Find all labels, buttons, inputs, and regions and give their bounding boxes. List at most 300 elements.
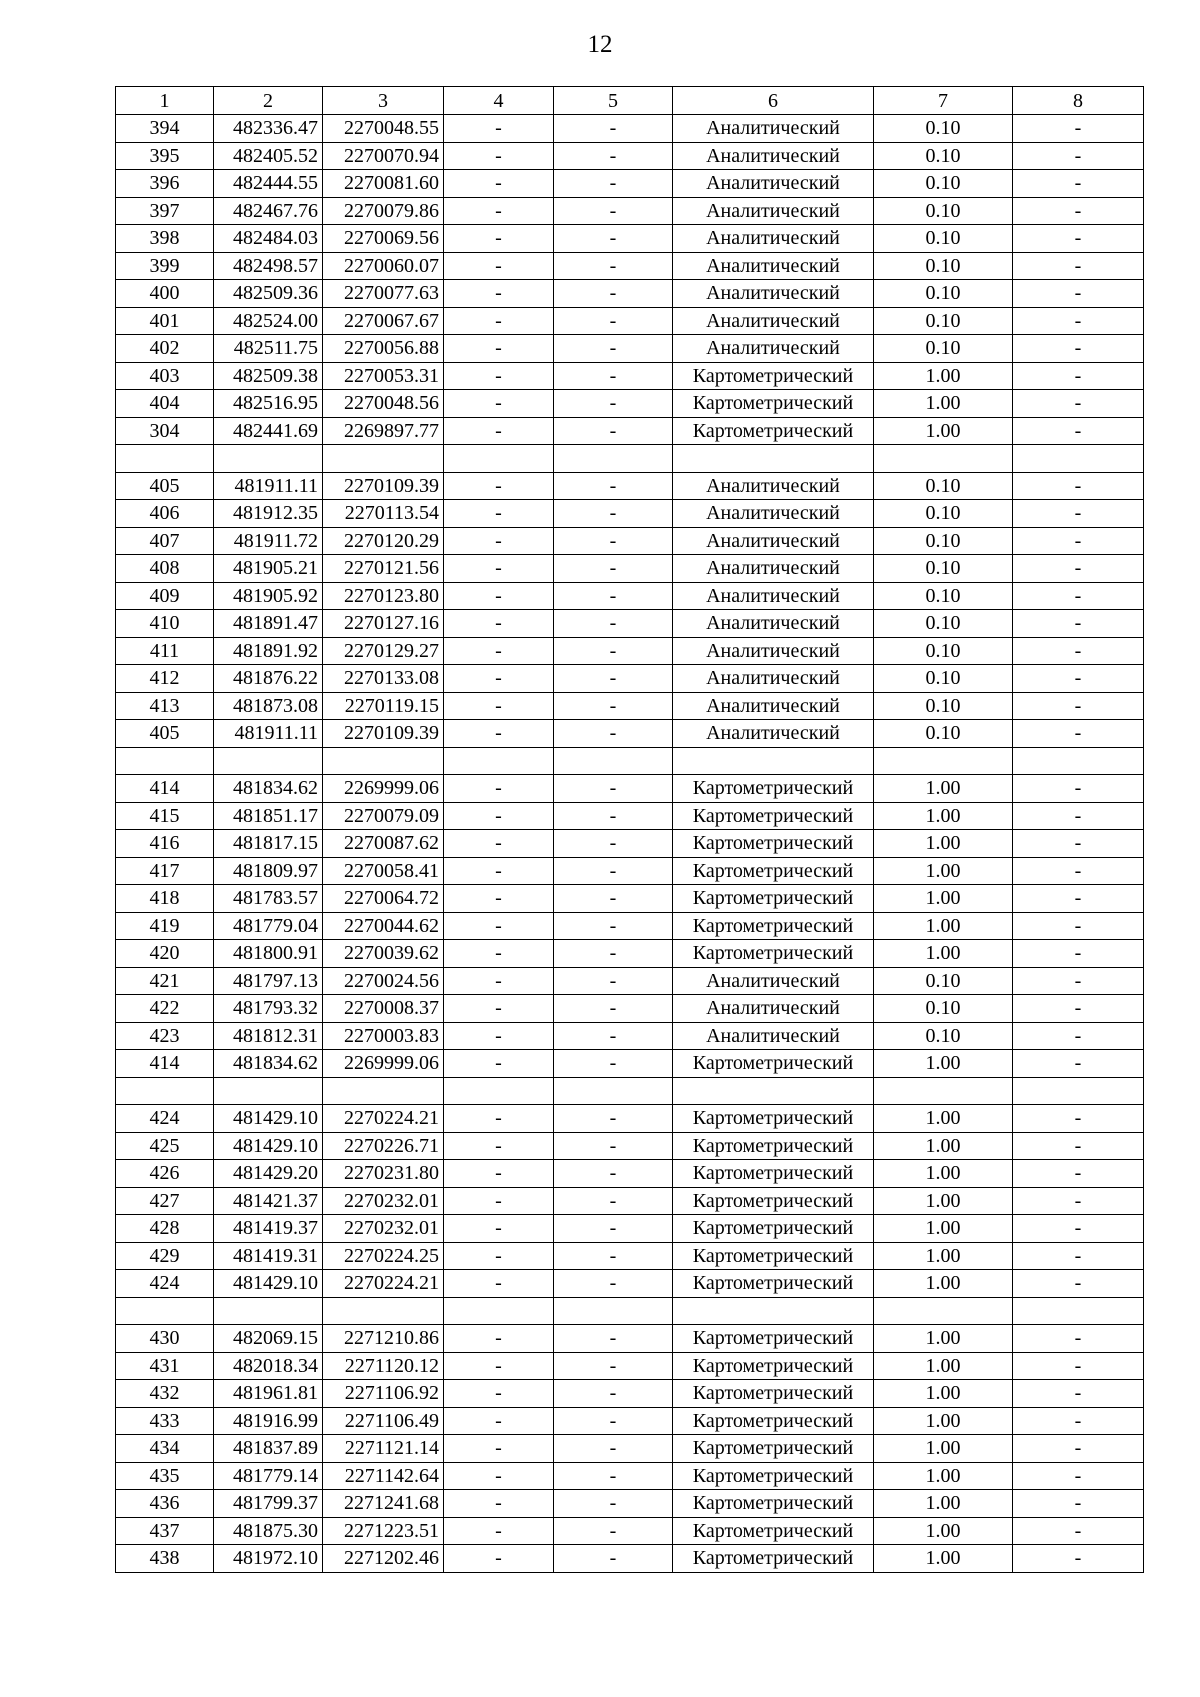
method-cell: Картометрический — [673, 830, 874, 858]
column-4-cell — [444, 445, 554, 473]
table-row — [116, 775, 1144, 803]
column-5-cell — [554, 445, 673, 473]
column-header: 8 — [1013, 87, 1144, 115]
point-number-cell: 434 — [116, 1435, 214, 1463]
column-4-cell: - — [444, 1435, 554, 1463]
x-coordinate-cell: 481912.35 — [214, 500, 323, 528]
column-8-cell: - — [1013, 1132, 1144, 1160]
column-4-cell: - — [444, 857, 554, 885]
x-coordinate-cell: 481891.47 — [214, 610, 323, 638]
accuracy-cell: 1.00 — [874, 1435, 1013, 1463]
table-row — [116, 1407, 1144, 1435]
y-coordinate-cell: 2271106.49 — [323, 1407, 444, 1435]
point-number-cell: 407 — [116, 527, 214, 555]
accuracy-cell: 1.00 — [874, 1545, 1013, 1573]
column-5-cell: - — [554, 1242, 673, 1270]
column-8-cell — [1013, 1077, 1144, 1105]
point-number-cell: 436 — [116, 1490, 214, 1518]
point-number-cell: 396 — [116, 170, 214, 198]
x-coordinate-cell: 482467.76 — [214, 197, 323, 225]
column-5-cell: - — [554, 1132, 673, 1160]
x-coordinate-cell: 481783.57 — [214, 885, 323, 913]
point-number-cell: 430 — [116, 1325, 214, 1353]
accuracy-cell: 1.00 — [874, 1270, 1013, 1298]
column-4-cell: - — [444, 1160, 554, 1188]
point-number-cell: 420 — [116, 940, 214, 968]
table-row — [116, 857, 1144, 885]
column-8-cell: - — [1013, 527, 1144, 555]
accuracy-cell: 0.10 — [874, 967, 1013, 995]
method-cell: Картометрический — [673, 1380, 874, 1408]
accuracy-cell: 0.10 — [874, 197, 1013, 225]
table-row — [116, 362, 1144, 390]
column-header: 2 — [214, 87, 323, 115]
point-number-cell: 411 — [116, 637, 214, 665]
y-coordinate-cell: 2270003.83 — [323, 1022, 444, 1050]
column-8-cell: - — [1013, 1022, 1144, 1050]
point-number-cell: 414 — [116, 1050, 214, 1078]
accuracy-cell: 0.10 — [874, 115, 1013, 143]
x-coordinate-cell: 481793.32 — [214, 995, 323, 1023]
x-coordinate-cell: 481876.22 — [214, 665, 323, 693]
table-row — [116, 197, 1144, 225]
method-cell: Картометрический — [673, 1105, 874, 1133]
y-coordinate-cell: 2270053.31 — [323, 362, 444, 390]
column-8-cell — [1013, 747, 1144, 775]
column-8-cell: - — [1013, 665, 1144, 693]
column-5-cell — [554, 747, 673, 775]
method-cell: Аналитический — [673, 115, 874, 143]
y-coordinate-cell: 2270079.09 — [323, 802, 444, 830]
x-coordinate-cell: 481905.21 — [214, 555, 323, 583]
column-4-cell: - — [444, 500, 554, 528]
column-4-cell: - — [444, 142, 554, 170]
method-cell: Картометрический — [673, 1545, 874, 1573]
point-number-cell: 416 — [116, 830, 214, 858]
table-row — [116, 912, 1144, 940]
y-coordinate-cell: 2270129.27 — [323, 637, 444, 665]
point-number-cell: 415 — [116, 802, 214, 830]
column-8-cell: - — [1013, 142, 1144, 170]
x-coordinate-cell: 481911.11 — [214, 472, 323, 500]
x-coordinate-cell — [214, 1077, 323, 1105]
accuracy-cell: 0.10 — [874, 252, 1013, 280]
accuracy-cell: 0.10 — [874, 335, 1013, 363]
column-8-cell: - — [1013, 912, 1144, 940]
y-coordinate-cell — [323, 747, 444, 775]
table-separator-row — [116, 747, 1144, 775]
point-number-cell: 431 — [116, 1352, 214, 1380]
method-cell: Картометрический — [673, 775, 874, 803]
column-5-cell: - — [554, 610, 673, 638]
method-cell: Аналитический — [673, 995, 874, 1023]
x-coordinate-cell: 481799.37 — [214, 1490, 323, 1518]
column-5-cell: - — [554, 692, 673, 720]
method-cell — [673, 1077, 874, 1105]
point-number-cell: 425 — [116, 1132, 214, 1160]
y-coordinate-cell: 2271142.64 — [323, 1462, 444, 1490]
table-row — [116, 1517, 1144, 1545]
column-4-cell: - — [444, 555, 554, 583]
column-8-cell: - — [1013, 115, 1144, 143]
column-4-cell: - — [444, 115, 554, 143]
x-coordinate-cell: 481817.15 — [214, 830, 323, 858]
point-number-cell — [116, 1297, 214, 1325]
accuracy-cell: 0.10 — [874, 720, 1013, 748]
y-coordinate-cell: 2270127.16 — [323, 610, 444, 638]
column-4-cell: - — [444, 170, 554, 198]
accuracy-cell: 1.00 — [874, 1215, 1013, 1243]
column-8-cell: - — [1013, 692, 1144, 720]
point-number-cell: 419 — [116, 912, 214, 940]
point-number-cell: 304 — [116, 417, 214, 445]
column-4-cell: - — [444, 307, 554, 335]
column-5-cell: - — [554, 830, 673, 858]
x-coordinate-cell: 482509.36 — [214, 280, 323, 308]
column-4-cell: - — [444, 1380, 554, 1408]
table-row — [116, 1462, 1144, 1490]
point-number-cell: 424 — [116, 1105, 214, 1133]
column-8-cell: - — [1013, 1380, 1144, 1408]
y-coordinate-cell: 2270113.54 — [323, 500, 444, 528]
table-row — [116, 940, 1144, 968]
point-number-cell: 412 — [116, 665, 214, 693]
x-coordinate-cell: 482336.47 — [214, 115, 323, 143]
x-coordinate-cell: 481834.62 — [214, 775, 323, 803]
column-5-cell: - — [554, 885, 673, 913]
column-4-cell: - — [444, 225, 554, 253]
table-row — [116, 1352, 1144, 1380]
column-8-cell: - — [1013, 582, 1144, 610]
method-cell: Картометрический — [673, 390, 874, 418]
column-4-cell: - — [444, 1187, 554, 1215]
point-number-cell: 418 — [116, 885, 214, 913]
column-4-cell: - — [444, 885, 554, 913]
point-number-cell: 424 — [116, 1270, 214, 1298]
column-5-cell: - — [554, 802, 673, 830]
point-number-cell — [116, 1077, 214, 1105]
y-coordinate-cell: 2270226.71 — [323, 1132, 444, 1160]
column-5-cell: - — [554, 637, 673, 665]
table-row — [116, 280, 1144, 308]
point-number-cell — [116, 747, 214, 775]
column-8-cell: - — [1013, 995, 1144, 1023]
method-cell: Аналитический — [673, 252, 874, 280]
x-coordinate-cell: 481972.10 — [214, 1545, 323, 1573]
table-row — [116, 637, 1144, 665]
method-cell: Картометрический — [673, 1215, 874, 1243]
column-4-cell: - — [444, 637, 554, 665]
point-number-cell: 432 — [116, 1380, 214, 1408]
table-separator-row — [116, 1077, 1144, 1105]
column-4-cell: - — [444, 692, 554, 720]
table-row — [116, 582, 1144, 610]
x-coordinate-cell: 481905.92 — [214, 582, 323, 610]
x-coordinate-cell: 481429.10 — [214, 1270, 323, 1298]
accuracy-cell: 0.10 — [874, 637, 1013, 665]
accuracy-cell: 0.10 — [874, 692, 1013, 720]
point-number-cell: 429 — [116, 1242, 214, 1270]
column-4-cell — [444, 1297, 554, 1325]
accuracy-cell: 0.10 — [874, 142, 1013, 170]
x-coordinate-cell: 482509.38 — [214, 362, 323, 390]
x-coordinate-cell: 481419.37 — [214, 1215, 323, 1243]
column-5-cell: - — [554, 1215, 673, 1243]
column-header: 4 — [444, 87, 554, 115]
column-5-cell: - — [554, 1490, 673, 1518]
point-number-cell: 427 — [116, 1187, 214, 1215]
table-row — [116, 1545, 1144, 1573]
y-coordinate-cell: 2270067.67 — [323, 307, 444, 335]
column-5-cell: - — [554, 775, 673, 803]
column-8-cell: - — [1013, 1270, 1144, 1298]
column-5-cell: - — [554, 170, 673, 198]
y-coordinate-cell: 2270224.21 — [323, 1270, 444, 1298]
column-8-cell — [1013, 445, 1144, 473]
method-cell: Картометрический — [673, 1490, 874, 1518]
y-coordinate-cell: 2270070.94 — [323, 142, 444, 170]
column-8-cell: - — [1013, 1407, 1144, 1435]
accuracy-cell: 0.10 — [874, 1022, 1013, 1050]
accuracy-cell: 1.00 — [874, 802, 1013, 830]
column-5-cell: - — [554, 500, 673, 528]
method-cell: Картометрический — [673, 1187, 874, 1215]
column-5-cell: - — [554, 1545, 673, 1573]
method-cell: Аналитический — [673, 555, 874, 583]
x-coordinate-cell: 481873.08 — [214, 692, 323, 720]
column-4-cell: - — [444, 252, 554, 280]
column-4-cell — [444, 1077, 554, 1105]
point-number-cell: 437 — [116, 1517, 214, 1545]
column-header: 1 — [116, 87, 214, 115]
method-cell: Аналитический — [673, 307, 874, 335]
column-4-cell: - — [444, 1517, 554, 1545]
x-coordinate-cell: 481800.91 — [214, 940, 323, 968]
method-cell — [673, 1297, 874, 1325]
x-coordinate-cell: 481916.99 — [214, 1407, 323, 1435]
table-row — [116, 142, 1144, 170]
x-coordinate-cell — [214, 747, 323, 775]
method-cell: Картометрический — [673, 1325, 874, 1353]
y-coordinate-cell: 2270224.25 — [323, 1242, 444, 1270]
column-8-cell: - — [1013, 197, 1144, 225]
x-coordinate-cell: 481779.14 — [214, 1462, 323, 1490]
point-number-cell: 423 — [116, 1022, 214, 1050]
column-8-cell: - — [1013, 1517, 1144, 1545]
column-5-cell: - — [554, 225, 673, 253]
accuracy-cell: 0.10 — [874, 610, 1013, 638]
point-number-cell: 413 — [116, 692, 214, 720]
accuracy-cell: 1.00 — [874, 940, 1013, 968]
column-4-cell: - — [444, 995, 554, 1023]
table-header-row — [116, 87, 1144, 115]
point-number-cell: 397 — [116, 197, 214, 225]
column-8-cell: - — [1013, 637, 1144, 665]
table-row — [116, 472, 1144, 500]
column-4-cell: - — [444, 1325, 554, 1353]
y-coordinate-cell: 2270109.39 — [323, 472, 444, 500]
column-8-cell: - — [1013, 885, 1144, 913]
table-row — [116, 1022, 1144, 1050]
accuracy-cell: 1.00 — [874, 362, 1013, 390]
method-cell: Картометрический — [673, 1435, 874, 1463]
table-row — [116, 995, 1144, 1023]
column-4-cell: - — [444, 1050, 554, 1078]
accuracy-cell: 1.00 — [874, 1380, 1013, 1408]
y-coordinate-cell: 2270087.62 — [323, 830, 444, 858]
accuracy-cell: 1.00 — [874, 885, 1013, 913]
column-header: 6 — [673, 87, 874, 115]
column-4-cell: - — [444, 280, 554, 308]
point-number-cell: 438 — [116, 1545, 214, 1573]
column-4-cell: - — [444, 1270, 554, 1298]
column-8-cell: - — [1013, 1462, 1144, 1490]
y-coordinate-cell: 2271223.51 — [323, 1517, 444, 1545]
table-row — [116, 1270, 1144, 1298]
x-coordinate-cell: 481891.92 — [214, 637, 323, 665]
column-5-cell: - — [554, 142, 673, 170]
point-number-cell: 395 — [116, 142, 214, 170]
point-number-cell: 409 — [116, 582, 214, 610]
method-cell: Картометрический — [673, 1160, 874, 1188]
point-number-cell: 405 — [116, 472, 214, 500]
accuracy-cell: 1.00 — [874, 1325, 1013, 1353]
table-body — [116, 87, 1144, 1573]
table-row — [116, 527, 1144, 555]
y-coordinate-cell: 2270232.01 — [323, 1187, 444, 1215]
column-4-cell: - — [444, 1407, 554, 1435]
accuracy-cell: 1.00 — [874, 1352, 1013, 1380]
table-row — [116, 1490, 1144, 1518]
column-5-cell — [554, 1297, 673, 1325]
column-8-cell — [1013, 1297, 1144, 1325]
x-coordinate-cell: 481837.89 — [214, 1435, 323, 1463]
column-4-cell: - — [444, 417, 554, 445]
method-cell: Картометрический — [673, 1050, 874, 1078]
y-coordinate-cell: 2269897.77 — [323, 417, 444, 445]
accuracy-cell: 1.00 — [874, 1490, 1013, 1518]
accuracy-cell: 0.10 — [874, 225, 1013, 253]
column-4-cell: - — [444, 1105, 554, 1133]
column-4-cell: - — [444, 967, 554, 995]
column-8-cell: - — [1013, 967, 1144, 995]
column-8-cell: - — [1013, 775, 1144, 803]
y-coordinate-cell: 2270056.88 — [323, 335, 444, 363]
x-coordinate-cell: 481961.81 — [214, 1380, 323, 1408]
method-cell: Аналитический — [673, 637, 874, 665]
y-coordinate-cell: 2270064.72 — [323, 885, 444, 913]
accuracy-cell: 1.00 — [874, 1462, 1013, 1490]
x-coordinate-cell: 481851.17 — [214, 802, 323, 830]
column-8-cell: - — [1013, 1242, 1144, 1270]
y-coordinate-cell: 2270079.86 — [323, 197, 444, 225]
column-5-cell: - — [554, 1380, 673, 1408]
accuracy-cell: 0.10 — [874, 280, 1013, 308]
method-cell: Аналитический — [673, 692, 874, 720]
column-5-cell: - — [554, 912, 673, 940]
accuracy-cell: 1.00 — [874, 912, 1013, 940]
column-5-cell: - — [554, 1462, 673, 1490]
column-5-cell: - — [554, 472, 673, 500]
table-row — [116, 390, 1144, 418]
table-row — [116, 170, 1144, 198]
y-coordinate-cell: 2270121.56 — [323, 555, 444, 583]
y-coordinate-cell — [323, 1297, 444, 1325]
column-4-cell: - — [444, 665, 554, 693]
column-8-cell: - — [1013, 225, 1144, 253]
accuracy-cell — [874, 445, 1013, 473]
table-row — [116, 417, 1144, 445]
point-number-cell: 406 — [116, 500, 214, 528]
method-cell: Картометрический — [673, 1352, 874, 1380]
table-row — [116, 500, 1144, 528]
y-coordinate-cell: 2270119.15 — [323, 692, 444, 720]
column-4-cell: - — [444, 1490, 554, 1518]
column-8-cell: - — [1013, 1325, 1144, 1353]
column-5-cell: - — [554, 1517, 673, 1545]
method-cell: Картометрический — [673, 912, 874, 940]
x-coordinate-cell: 481429.10 — [214, 1105, 323, 1133]
method-cell: Аналитический — [673, 500, 874, 528]
column-5-cell: - — [554, 967, 673, 995]
column-8-cell: - — [1013, 1215, 1144, 1243]
x-coordinate-cell: 482444.55 — [214, 170, 323, 198]
column-header: 5 — [554, 87, 673, 115]
point-number-cell: 433 — [116, 1407, 214, 1435]
column-header: 3 — [323, 87, 444, 115]
column-4-cell: - — [444, 610, 554, 638]
column-5-cell: - — [554, 280, 673, 308]
method-cell: Картометрический — [673, 1270, 874, 1298]
x-coordinate-cell: 481834.62 — [214, 1050, 323, 1078]
accuracy-cell: 1.00 — [874, 1407, 1013, 1435]
column-4-cell: - — [444, 527, 554, 555]
column-4-cell: - — [444, 912, 554, 940]
column-5-cell: - — [554, 995, 673, 1023]
column-8-cell: - — [1013, 1187, 1144, 1215]
table-row — [116, 555, 1144, 583]
method-cell: Аналитический — [673, 527, 874, 555]
column-8-cell: - — [1013, 857, 1144, 885]
x-coordinate-cell: 481419.31 — [214, 1242, 323, 1270]
column-8-cell: - — [1013, 252, 1144, 280]
column-8-cell: - — [1013, 362, 1144, 390]
y-coordinate-cell: 2270048.56 — [323, 390, 444, 418]
column-8-cell: - — [1013, 500, 1144, 528]
table-row — [116, 1325, 1144, 1353]
accuracy-cell — [874, 747, 1013, 775]
column-5-cell — [554, 1077, 673, 1105]
method-cell: Картометрический — [673, 362, 874, 390]
accuracy-cell: 0.10 — [874, 582, 1013, 610]
table-row — [116, 335, 1144, 363]
x-coordinate-cell: 482441.69 — [214, 417, 323, 445]
table-row — [116, 1215, 1144, 1243]
table-row — [116, 720, 1144, 748]
y-coordinate-cell: 2270024.56 — [323, 967, 444, 995]
accuracy-cell: 1.00 — [874, 1517, 1013, 1545]
table-separator-row — [116, 1297, 1144, 1325]
y-coordinate-cell: 2271121.14 — [323, 1435, 444, 1463]
method-cell: Картометрический — [673, 885, 874, 913]
column-5-cell: - — [554, 362, 673, 390]
point-number-cell: 401 — [116, 307, 214, 335]
table-row — [116, 802, 1144, 830]
table-row — [116, 252, 1144, 280]
point-number-cell: 421 — [116, 967, 214, 995]
column-4-cell: - — [444, 1242, 554, 1270]
accuracy-cell: 1.00 — [874, 1242, 1013, 1270]
